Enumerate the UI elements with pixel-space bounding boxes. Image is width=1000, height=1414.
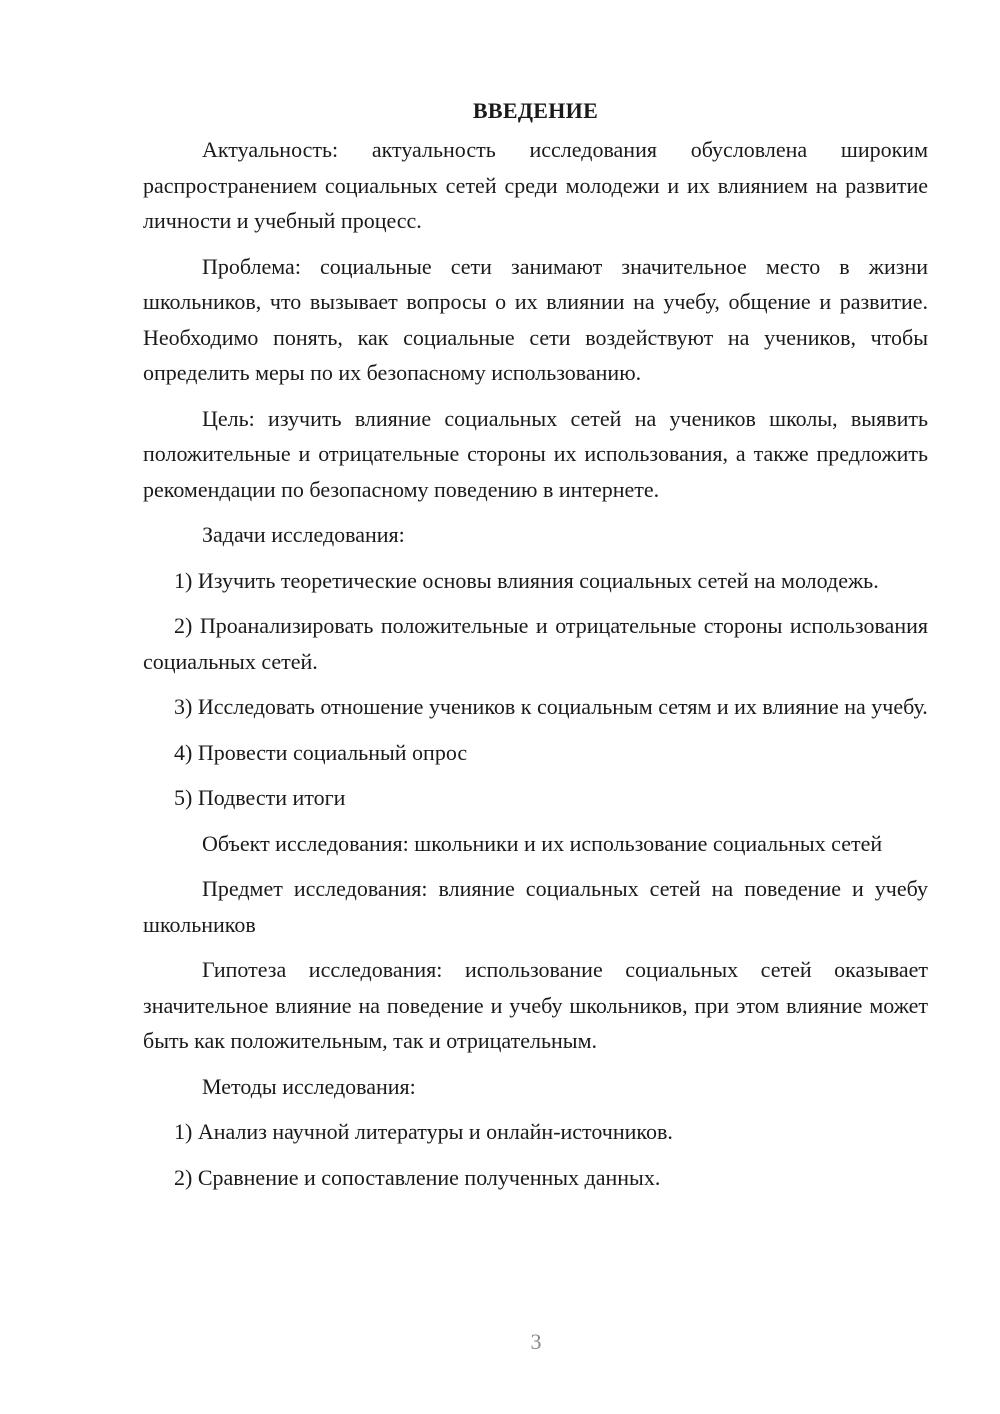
method-item: 2) Сравнение и сопоставление полученных данных. bbox=[174, 1164, 661, 1190]
task-item: 1) Изучить теоретические основы влияния социальных сетей на молодежь. bbox=[174, 567, 879, 593]
document-page bbox=[143, 96, 928, 1205]
methods-title: Методы исследования: bbox=[202, 1073, 416, 1099]
task-item: 5) Подвести итоги bbox=[174, 785, 346, 810]
relevance-paragraph: Актуальность: актуальность исследования обусловлена широким распространением социальных сетей среди молодежи и их влиянием на развитие личности и учебный процесс. bbox=[143, 137, 928, 233]
task-item: 2) Проанализировать положительные и отрицательные стороны использования социальных сетей. bbox=[143, 613, 928, 674]
section-heading: ВВЕДЕНИЕ bbox=[472, 98, 599, 123]
task-item: 4) Провести социальный опрос bbox=[174, 739, 468, 765]
hypothesis-paragraph: Гипотеза исследования: использование социальных сетей оказывает значительное влияние на поведение и учебу школьников, при этом влияние может быть как положительным, так и отрицательным. bbox=[143, 957, 928, 1053]
subject-paragraph: Предмет исследования: влияние социальных сетей на поведение и учебу школьников bbox=[143, 876, 928, 937]
object-paragraph: Объект исследования: школьники и их использование социальных сетей bbox=[202, 830, 883, 856]
method-item: 1) Анализ научной литературы и онлайн-источников. bbox=[174, 1119, 673, 1144]
problem-paragraph: Проблема: социальные сети занимают значительное место в жизни школьников, что вызывает вопросы о их влиянии на учебу, общение и развитие. Необходимо понять, как социальные сети воздействуют на учеников, чтобы определить меры по их безопасному использованию. bbox=[143, 253, 928, 385]
goal-paragraph: Цель: изучить влияние социальных сетей на учеников школы, выявить положительные и отрицательные стороны их использования, а также предложить рекомендации по безопасному поведению в интернете. bbox=[143, 405, 928, 502]
page-number: 3 bbox=[530, 1329, 542, 1354]
task-item: 3) Исследовать отношение учеников к социальным сетям и их влияние на учебу. bbox=[174, 694, 928, 719]
tasks-title: Задачи исследования: bbox=[202, 522, 405, 547]
